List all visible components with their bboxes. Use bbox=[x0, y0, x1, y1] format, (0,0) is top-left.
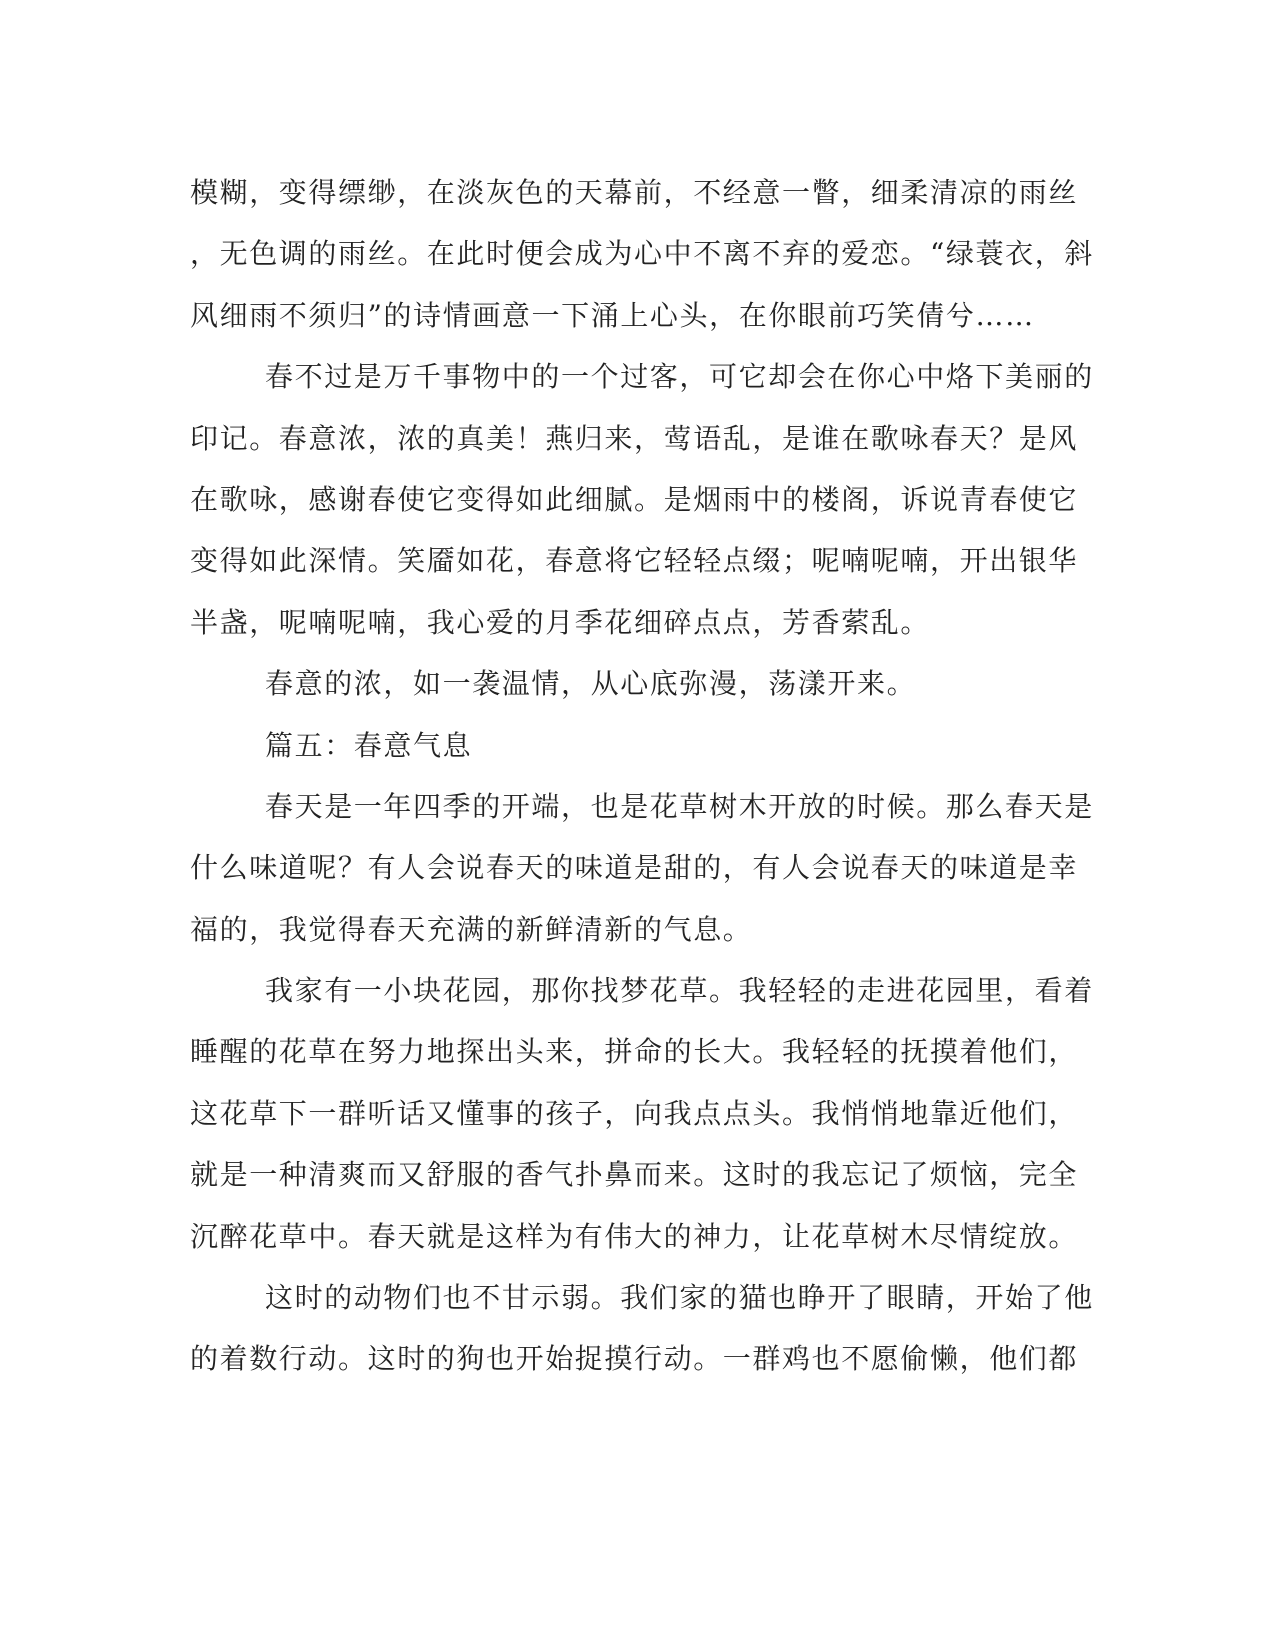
text-line: ，无色调的雨丝。在此时便会成为心中不离不弃的爱恋。“绿蓑衣，斜 bbox=[190, 237, 1094, 271]
text-line: 模糊，变得缥缈，在淡灰色的天幕前，不经意一瞥，细柔清凉的雨丝 bbox=[190, 176, 1079, 209]
paragraph-start-line: 春不过是万千事物中的一个过客，可它却会在你心中烙下美丽的 bbox=[265, 360, 1094, 394]
text-line: 什么味道呢？有人会说春天的味道是甜的，有人会说春天的味道是幸 bbox=[190, 851, 1079, 885]
text-line: 在歌咏，感谢春使它变得如此细腻。是烟雨中的楼阁，诉说青春使它 bbox=[190, 482, 1079, 516]
text-line: 印记。春意浓，浓的真美！燕归来，莺语乱，是谁在歌咏春天？是风 bbox=[190, 421, 1079, 455]
text-line: 半盏，呢喃呢喃，我心爱的月季花细碎点点，芳香萦乱。 bbox=[190, 605, 931, 639]
text-line: 这花草下一群听话又懂事的孩子，向我点点头。我悄悄地靠近他们， bbox=[190, 1096, 1079, 1130]
paragraph-start-line: 这时的动物们也不甘示弱。我们家的猫也睁开了眼睛，开始了他 bbox=[265, 1281, 1094, 1315]
text-line: 睡醒的花草在努力地探出头来，拼命的长大。我轻轻的抚摸着他们， bbox=[190, 1035, 1079, 1069]
text-line: 沉醉花草中。春天就是这样为有伟大的神力，让花草树木尽情绽放。 bbox=[190, 1219, 1079, 1253]
text-line: 变得如此深情。笑靥如花，春意将它轻轻点缀；呢喃呢喃，开出银华 bbox=[190, 544, 1079, 578]
text-line: 的着数行动。这时的狗也开始捉摸行动。一群鸡也不愿偷懒，他们都 bbox=[190, 1342, 1079, 1376]
section-heading: 篇五：春意气息 bbox=[265, 728, 473, 762]
paragraph-start-line: 春意的浓，如一袭温情，从心底弥漫，荡漾开来。 bbox=[265, 667, 917, 701]
text-line: 风细雨不须归”的诗情画意一下涌上心头，在你眼前巧笑倩兮…… bbox=[190, 298, 1035, 332]
body-text bbox=[190, 162, 1094, 1390]
text-line: 就是一种清爽而又舒服的香气扑鼻而来。这时的我忘记了烦恼，完全 bbox=[190, 1158, 1079, 1192]
text-line: 福的，我觉得春天充满的新鲜清新的气息。 bbox=[190, 912, 753, 946]
paragraph-start-line: 我家有一小块花园，那你找梦花草。我轻轻的走进花园里，看着 bbox=[265, 974, 1094, 1008]
paragraph-start-line: 春天是一年四季的开端，也是花草树木开放的时候。那么春天是 bbox=[265, 789, 1094, 823]
